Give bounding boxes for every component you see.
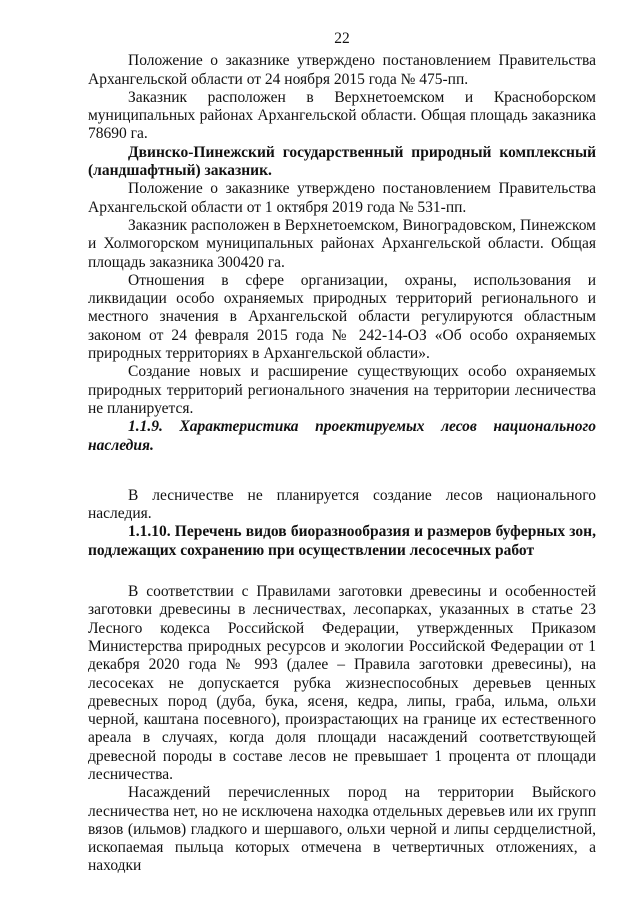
paragraph-species-presence: Насаждений перечисленных пород на территории Выйского лесничества нет, но не исключена находка отдельных деревьев или их групп вязов (ильмов) гладкого и шершавого, ольхи черной и липы сердцелистной, ископаемая пыльца которых отмечена в четвертичных отложениях, а находки bbox=[88, 784, 596, 875]
paragraph-law-reference: Отношения в сфере организации, охраны, использования и ликвидации особо охраняемых природных территорий регионального и местного значения в Архангельской области регулируются областным законом от 24 февраля 2015 года № 242-14-ОЗ «Об особо охраняемых природных территориях в Архангельской области». bbox=[88, 271, 596, 363]
section-heading-1-1-9: 1.1.9. Характеристика проектируемых лесов национального наследия. bbox=[88, 418, 596, 454]
page-number: 22 bbox=[334, 30, 350, 47]
section-heading-1-1-10: 1.1.10. Перечень видов биоразнообразия и размеров буферных зон, подлежащих сохранению при осуществлении лесосечных работ bbox=[88, 523, 596, 559]
paragraph-no-new-areas: Создание новых и расширение существующих особо охраняемых природных территорий регионального значения на территории лесничества не планируется. bbox=[88, 363, 596, 417]
paragraph-national-heritage: В лесничестве не планируется создание лесов национального наследия. bbox=[88, 486, 596, 523]
paragraph-logging-rules: В соответствии с Правилами заготовки древесины и особенностей заготовки древесины в лесничествах, лесопарках, указанных в статье 23 Лесного кодекса Российской Федерации, утвержденных Приказом Министерства природных ресурсов и экологии Российской Федерации от 1 декабря 2020 года № 993 (далее – Правила заготовки древесины), на лесосеках не допускается рубка жизнеспособных деревьев ценных древесных пород (дуба, бука, ясеня, кедра, липы, граба, ильма, ольхи черной, каштана посевного), произрастающих на границе их естественного ареала в случаях, когда доля площади насаждений соответствующей древесной породы в составе лесов не превышает 1 процента от площади лесничества. bbox=[88, 583, 596, 783]
paragraph-dvinsko-location: Заказник расположен в Верхнетоемском, Виноградовском, Пинежском и Холмогорском муниципальных районах Архангельской области. Общая площадь заказника 300420 га. bbox=[88, 216, 596, 271]
paragraph-reserve-location: Заказник расположен в Верхнетоемском и Красноборском муниципальных районах Архангельской области. Общая площадь заказника 78690 га. bbox=[88, 88, 596, 143]
paragraph-reserve-regulation: Положение о заказнике утверждено постановлением Правительства Архангельской области от 24 ноября 2015 года № 475-пп. bbox=[88, 52, 596, 88]
reserve-heading: Двинско-Пинежский государственный природный комплексный (ландшафтный) заказник. bbox=[88, 143, 596, 180]
document-page bbox=[88, 30, 596, 876]
paragraph-dvinsko-regulation: Положение о заказнике утверждено постановлением Правительства Архангельской области от 1 октября 2019 года № 531-пп. bbox=[88, 180, 596, 216]
